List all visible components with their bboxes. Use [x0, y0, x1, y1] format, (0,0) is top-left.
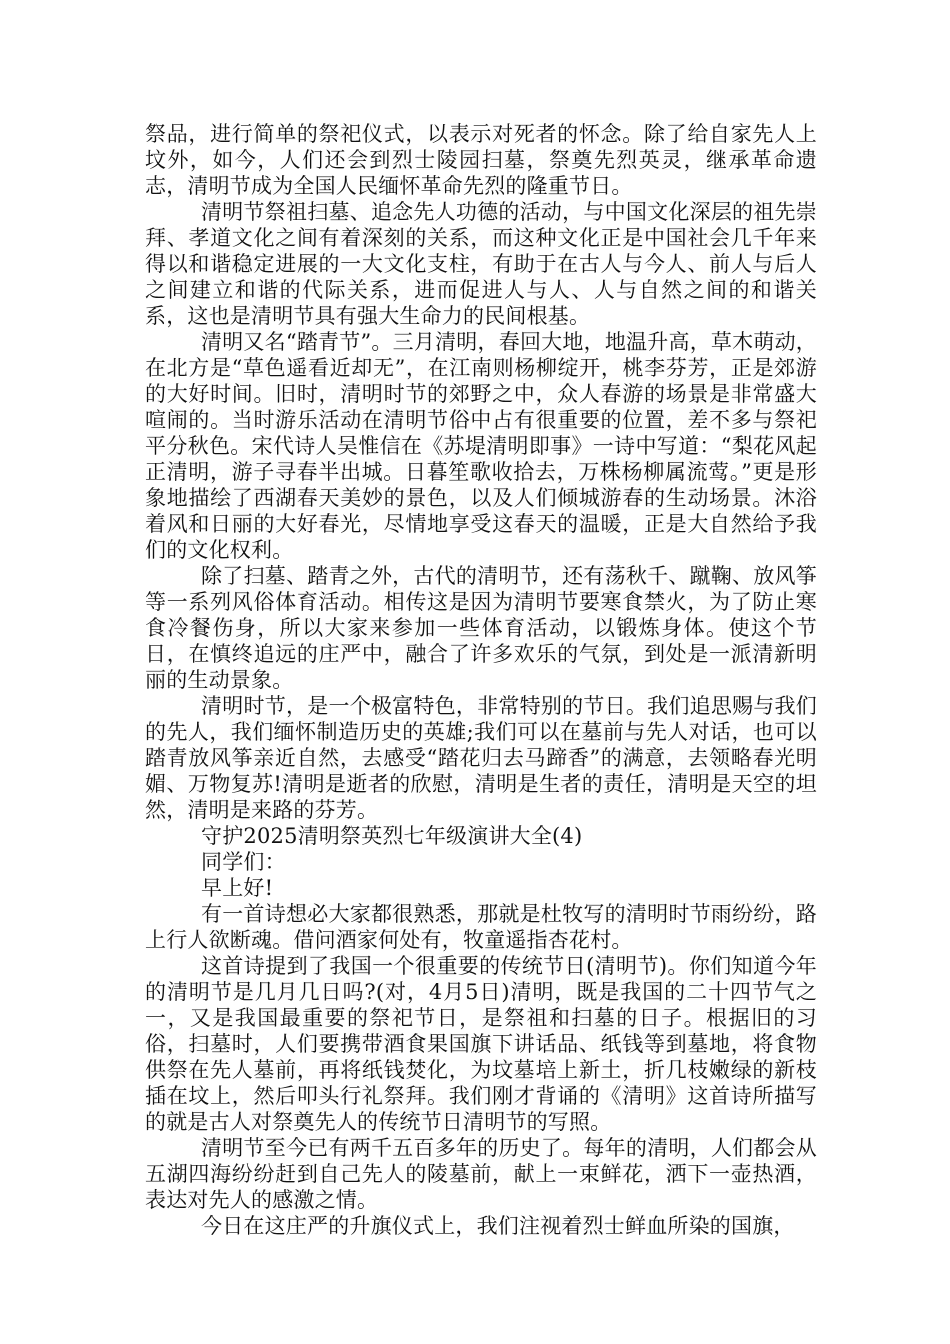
paragraph-4: 除了扫墓、踏青之外，古代的清明节，还有荡秋千、蹴鞠、放风筝等一系列风俗体育活动。相传这是因为清明节要寒食禁火，为了防止寒食冷餐伤身，所以大家来参加一些体育活动，以锻炼身体。使这个节日，在慎终追远的庄严中，融合了许多欢乐的气氛，到处是一派清新明丽的生动景象。	[145, 564, 817, 692]
paragraph-6: 有一首诗想必大家都很熟悉，那就是杜牧写的清明时节雨纷纷，路上行人欲断魂。借问酒家何处有，牧童遥指杏花村。	[145, 902, 817, 952]
salutation: 同学们：	[201, 850, 286, 874]
paragraph-7: 这首诗提到了我国一个很重要的传统节日(清明节)。你们知道今年的清明节是几月几日吗?(对，4月5日)清明，既是我国的二十四节气之一，又是我国最重要的祭祀节日，是祭祖和扫墓的日子。根据旧的习俗，扫墓时，人们要携带酒食果国旗下讲话品、纸钱等到墓地，将食物供祭在先人墓前，再将纸钱焚化，为坟墓培上新土，折几枝嫩绿的新枝插在坟上，然后叩头行礼祭拜。我们刚才背诵的《清明》这首诗所描写的就是古人对祭奠先人的传统节日清明节的写照。	[145, 954, 817, 1134]
document-body	[145, 121, 817, 1239]
paragraph-9: 今日在这庄严的升旗仪式上，我们注视着烈士鲜血所染的国旗，	[201, 1214, 795, 1238]
paragraph-5: 清明时节，是一个极富特色，非常特别的节日。我们追思赐与我们的先人，我们缅怀制造历史的英雄;我们可以在墓前与先人对话，也可以踏青放风筝亲近自然，去感受“踏花归去马蹄香”的满意，去领略春光明媚、万物复苏!清明是逝者的欣慰，清明是生者的责任，清明是天空的坦然，清明是来路的芬芳。	[145, 694, 817, 822]
paragraph-8: 清明节至今已有两千五百多年的历史了。每年的清明，人们都会从五湖四海纷纷赶到自己先人的陵墓前，献上一束鲜花，洒下一壶热酒，表达对先人的感激之情。	[145, 1136, 817, 1212]
section-heading: 守护2025清明祭英烈七年级演讲大全(4)	[201, 824, 583, 848]
paragraph-2: 清明节祭祖扫墓、追念先人功德的活动，与中国文化深层的祖先崇拜、孝道文化之间有着深刻的关系，而这种文化正是中国社会几千年来得以和谐稳定进展的一大文化支柱，有助于在古人与今人、前人与后人之间建立和谐的代际关系，进而促进人与人、人与自然之间的和谐关系，这也是清明节具有强大生命力的民间根基。	[145, 200, 817, 328]
paragraph-1: 祭品，进行简单的祭祀仪式，以表示对死者的怀念。除了给自家先人上坟外，如今，人们还会到烈士陵园扫墓，祭奠先烈英灵，继承革命遗志，清明节成为全国人民缅怀革命先烈的隆重节日。	[145, 122, 817, 198]
paragraph-3: 清明又名“踏青节”。三月清明，春回大地，地温升高，草木萌动，在北方是“草色遥看近却无”，在江南则杨柳绽开，桃李芬芳，正是郊游的大好时间。旧时，清明时节的郊野之中，众人春游的场景是非常盛大喧闹的。当时游乐活动在清明节俗中占有很重要的位置，差不多与祭祀平分秋色。宋代诗人吴惟信在《苏堤清明即事》一诗中写道：“梨花风起正清明，游子寻春半出城。日暮笙歌收拾去，万株杨柳属流莺。”更是形象地描绘了西湖春天美妙的景色，以及人们倾城游春的生动场景。沐浴着风和日丽的大好春光，尽情地享受这春天的温暖，正是大自然给予我们的文化权利。	[145, 330, 817, 562]
greeting: 早上好!	[201, 876, 274, 900]
